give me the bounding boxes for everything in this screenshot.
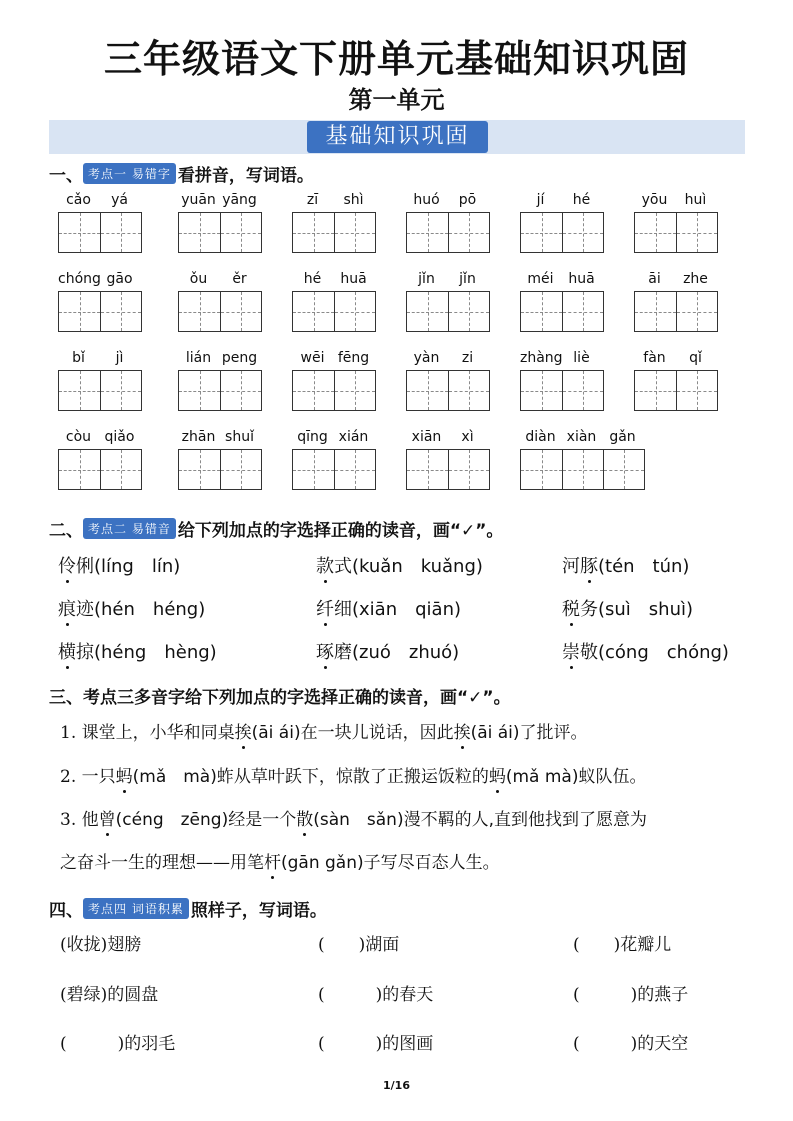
pinyin-word-block: [58, 271, 142, 332]
writing-cell[interactable]: [59, 213, 100, 252]
fill-blank-word[interactable]: ( )的羽毛: [60, 1034, 176, 1054]
pinyin-word-block: [292, 429, 376, 490]
choice-options[interactable]: (xiān qiān): [352, 599, 462, 620]
writing-cell[interactable]: [448, 213, 489, 252]
pinyin-word-block: [178, 429, 262, 490]
pinyin-label: méi: [527, 271, 554, 287]
writing-cell[interactable]: [334, 371, 375, 410]
writing-cell[interactable]: [407, 371, 448, 410]
choice-options[interactable]: (kuǎn kuǎng): [352, 556, 483, 577]
tianzige-grid: [520, 370, 604, 411]
choice-options[interactable]: (hén héng): [94, 599, 206, 620]
pinyin-word-block: [634, 271, 718, 332]
tianzige-grid: [58, 291, 142, 332]
tianzige-grid: [178, 449, 262, 490]
writing-cell[interactable]: [448, 450, 489, 489]
dotted-char: 伶: [58, 556, 76, 577]
section1-number: 一、: [49, 166, 83, 186]
writing-cell[interactable]: [220, 292, 261, 331]
writing-cell[interactable]: [100, 213, 141, 252]
pinyin-word-block: [520, 271, 604, 332]
writing-cell[interactable]: [293, 292, 334, 331]
writing-cell[interactable]: [293, 371, 334, 410]
reading-choice: [58, 595, 205, 621]
sentence-options[interactable]: (mǎ mà)蚱从草叶跃下，惊散了正搬运饭粒的: [132, 767, 489, 787]
pinyin-label: jǐn: [418, 271, 435, 287]
pinyin-label: yàn: [413, 350, 440, 366]
banner-label: 基础知识巩固: [307, 121, 488, 153]
choice-word: 俐: [76, 556, 94, 577]
sentence-text: 之奋斗一生的理想——用笔: [60, 853, 264, 873]
pinyin-label: huā: [340, 271, 367, 287]
choice-options[interactable]: (tén tún): [598, 556, 690, 577]
writing-cell[interactable]: [334, 450, 375, 489]
pinyin-label: xiàn: [566, 429, 597, 445]
writing-cell[interactable]: [562, 213, 603, 252]
writing-cell[interactable]: [407, 213, 448, 252]
writing-cell[interactable]: [179, 450, 220, 489]
pinyin-label: yōu: [641, 192, 668, 208]
writing-cell[interactable]: [521, 371, 562, 410]
writing-cell[interactable]: [220, 450, 261, 489]
writing-cell[interactable]: [635, 213, 676, 252]
pinyin-word-block: [178, 192, 262, 253]
choice-options[interactable]: (cóng chóng): [598, 642, 729, 663]
tianzige-grid: [406, 449, 490, 490]
dotted-char: 豚: [580, 556, 598, 577]
pinyin-label: bǐ: [72, 350, 85, 366]
sentence-1: [60, 718, 588, 743]
pinyin-label: chóng: [58, 271, 101, 287]
writing-cell[interactable]: [635, 371, 676, 410]
sentence-3: [60, 805, 647, 830]
tianzige-grid: [58, 370, 142, 411]
tianzige-grid: [406, 291, 490, 332]
sentence-options[interactable]: (mǎ mà)蚁队伍。: [505, 767, 647, 787]
tianzige-grid: [634, 291, 718, 332]
tianzige-grid: [406, 212, 490, 253]
writing-cell[interactable]: [603, 450, 644, 489]
pinyin-word-block: [406, 429, 490, 490]
writing-cell[interactable]: [407, 292, 448, 331]
pinyin-label: ěr: [232, 271, 247, 287]
writing-cell[interactable]: [562, 371, 603, 410]
pinyin-label: zī: [306, 192, 319, 208]
tianzige-grid: [58, 449, 142, 490]
writing-cell[interactable]: [407, 450, 448, 489]
dotted-char: 税: [562, 599, 580, 620]
section1-heading: [49, 161, 314, 186]
pinyin-label: huā: [568, 271, 595, 287]
pinyin-label: gāo: [106, 271, 133, 287]
tianzige-grid: [520, 212, 604, 253]
tianzige-grid: [634, 370, 718, 411]
choice-word: 磨: [334, 642, 352, 663]
pinyin-word-block: [292, 192, 376, 253]
writing-cell[interactable]: [100, 450, 141, 489]
pinyin-label: jí: [536, 192, 545, 208]
pinyin-label: huì: [684, 192, 707, 208]
pinyin-label: shì: [343, 192, 364, 208]
section4-number: 四、: [49, 901, 83, 921]
tianzige-grid: [520, 449, 645, 490]
fill-blank-word[interactable]: ( )的天空: [573, 1034, 689, 1054]
sentence-options[interactable]: (āi ái)了批评。: [470, 723, 588, 743]
dotted-char: 曾: [98, 810, 116, 830]
sentence-text: 2. 一只: [60, 767, 116, 787]
reading-choice: [316, 638, 459, 664]
dotted-char: 痕: [58, 599, 76, 620]
tianzige-grid: [634, 212, 718, 253]
pinyin-label: cǎo: [66, 192, 91, 208]
pinyin-word-block: [406, 192, 490, 253]
section2-heading: [49, 516, 503, 541]
reading-choice: [562, 595, 693, 621]
sentence-options[interactable]: (céng zēng)经是一个: [115, 810, 297, 830]
pinyin-label: xiān: [411, 429, 442, 445]
pinyin-label: shuǐ: [225, 429, 254, 445]
pinyin-label: zi: [461, 350, 474, 366]
writing-cell[interactable]: [676, 371, 717, 410]
choice-word: 河: [562, 556, 580, 577]
writing-cell[interactable]: [179, 213, 220, 252]
tianzige-grid: [178, 291, 262, 332]
pinyin-word-block: [634, 192, 718, 253]
choice-word: 迹: [76, 599, 94, 620]
pinyin-label: xì: [461, 429, 474, 445]
section2-tag: 考点二 易错音: [83, 518, 176, 539]
dotted-char: 杆: [264, 853, 281, 873]
pinyin-word-block: [178, 271, 262, 332]
sentence-text: 1. 课堂上，小华和同桌: [60, 723, 235, 743]
pinyin-word-block: [520, 429, 645, 490]
dotted-char: 琢: [316, 642, 334, 663]
tianzige-grid: [178, 370, 262, 411]
section4-tag: 考点四 词语积累: [83, 898, 189, 919]
writing-cell[interactable]: [220, 371, 261, 410]
writing-cell[interactable]: [521, 213, 562, 252]
choice-word: 务: [580, 599, 598, 620]
page-title: 三年级语文下册单元基础知识巩固: [103, 37, 689, 81]
pinyin-word-block: [58, 192, 142, 253]
pinyin-word-block: [634, 350, 718, 411]
pinyin-label: qiǎo: [104, 429, 135, 445]
pinyin-label: lián: [185, 350, 212, 366]
tianzige-grid: [292, 212, 376, 253]
writing-cell[interactable]: [676, 213, 717, 252]
pinyin-label: qīng: [297, 429, 328, 445]
writing-cell[interactable]: [448, 292, 489, 331]
dotted-char: 挨: [453, 723, 471, 743]
tianzige-grid: [406, 370, 490, 411]
sentence-options[interactable]: (āi ái)在一块儿说话，因此: [251, 723, 454, 743]
example-word: (收拢)翅膀: [60, 935, 142, 955]
tianzige-grid: [58, 212, 142, 253]
dotted-char: 蚂: [115, 767, 133, 787]
sentence-2: [60, 762, 646, 787]
pinyin-label: diàn: [525, 429, 556, 445]
pinyin-label: pō: [458, 192, 477, 208]
pinyin-label: qǐ: [689, 350, 702, 366]
dotted-char: 横: [58, 642, 76, 663]
pinyin-label: ǒu: [189, 271, 208, 287]
dotted-char: 崇: [562, 642, 580, 663]
pinyin-label: jì: [115, 350, 124, 366]
pinyin-word-block: [292, 271, 376, 332]
writing-cell[interactable]: [59, 450, 100, 489]
writing-cell[interactable]: [293, 213, 334, 252]
pinyin-label: zhàng: [520, 350, 563, 366]
fill-blank-word[interactable]: ( )的春天: [318, 985, 434, 1005]
writing-cell[interactable]: [635, 292, 676, 331]
pinyin-label: hé: [572, 192, 591, 208]
sentence-options[interactable]: (gān gǎn)子写尽百态人生。: [281, 853, 500, 873]
section1-tag: 考点一 易错字: [83, 163, 176, 184]
pinyin-word-block: [292, 350, 376, 411]
section4-instruction: 照样子，写词语。: [190, 901, 327, 921]
section2-instruction: 给下列加点的字选择正确的读音，画“✓”。: [177, 521, 504, 541]
writing-cell[interactable]: [59, 292, 100, 331]
tianzige-grid: [292, 370, 376, 411]
pinyin-label: wēi: [300, 350, 325, 366]
choice-options[interactable]: (zuó zhuó): [352, 642, 460, 663]
section1-instruction: 看拼音，写词语。: [177, 166, 314, 186]
reading-choice: [562, 552, 689, 578]
dotted-char: 纤: [316, 599, 334, 620]
reading-choice: [58, 638, 217, 664]
choice-options[interactable]: (líng lín): [94, 556, 181, 577]
choice-options[interactable]: (héng hèng): [94, 642, 217, 663]
writing-cell[interactable]: [676, 292, 717, 331]
pinyin-label: yá: [111, 192, 128, 208]
fill-blank-word[interactable]: ( )的燕子: [573, 985, 689, 1005]
writing-cell[interactable]: [100, 371, 141, 410]
tianzige-grid: [178, 212, 262, 253]
pinyin-label: jǐn: [459, 271, 476, 287]
pinyin-word-block: [178, 350, 262, 411]
pinyin-label: peng: [221, 350, 258, 366]
dotted-char: 蚂: [488, 767, 506, 787]
pinyin-word-block: [520, 192, 604, 253]
pinyin-word-block: [406, 350, 490, 411]
pinyin-word-block: [520, 350, 604, 411]
sentence-options[interactable]: (sàn sǎn)漫不羁的人,直到他找到了愿意为: [313, 810, 647, 830]
sentence-text: 3. 他: [60, 810, 99, 830]
pinyin-label: zhe: [683, 271, 708, 287]
reading-choice: [316, 595, 461, 621]
tianzige-grid: [292, 291, 376, 332]
pinyin-label: yuān: [181, 192, 216, 208]
writing-cell[interactable]: [59, 371, 100, 410]
writing-cell[interactable]: [220, 213, 261, 252]
pinyin-word-block: [406, 271, 490, 332]
choice-word: 掠: [76, 642, 94, 663]
pinyin-label: gǎn: [609, 429, 636, 445]
pinyin-label: zhān: [181, 429, 216, 445]
fill-blank-word[interactable]: ( )的图画: [318, 1034, 434, 1054]
unit-subtitle: 第一单元: [348, 86, 445, 114]
tianzige-grid: [520, 291, 604, 332]
writing-cell[interactable]: [179, 292, 220, 331]
writing-cell[interactable]: [521, 450, 562, 489]
reading-choice: [58, 552, 180, 578]
pinyin-label: fēng: [337, 350, 370, 366]
section2-number: 二、: [49, 521, 83, 541]
pinyin-label: fàn: [643, 350, 666, 366]
choice-word: 细: [334, 599, 352, 620]
writing-cell[interactable]: [562, 450, 603, 489]
writing-cell[interactable]: [293, 450, 334, 489]
pinyin-label: āi: [648, 271, 661, 287]
writing-cell[interactable]: [179, 371, 220, 410]
choice-word: 式: [334, 556, 352, 577]
choice-word: 敬: [580, 642, 598, 663]
writing-cell[interactable]: [334, 292, 375, 331]
tianzige-grid: [292, 449, 376, 490]
writing-cell[interactable]: [521, 292, 562, 331]
section4-heading: [49, 896, 327, 921]
fill-blank-word[interactable]: ( )湖面: [318, 935, 400, 955]
pinyin-word-block: [58, 429, 142, 490]
writing-cell[interactable]: [562, 292, 603, 331]
dotted-char: 挨: [234, 723, 252, 743]
choice-options[interactable]: (suì shuì): [598, 599, 694, 620]
pinyin-label: còu: [65, 429, 92, 445]
pinyin-label: liè: [573, 350, 590, 366]
pinyin-label: huó: [413, 192, 440, 208]
writing-cell[interactable]: [334, 213, 375, 252]
dotted-char: 散: [296, 810, 314, 830]
section3-heading: 三、考点三多音字给下列加点的字选择正确的读音，画“✓”。: [49, 688, 511, 708]
pinyin-label: xián: [338, 429, 369, 445]
sentence-3-continued: [60, 848, 500, 873]
writing-cell[interactable]: [100, 292, 141, 331]
reading-choice: [316, 552, 483, 578]
reading-choice: [562, 638, 729, 664]
dotted-char: 款: [316, 556, 334, 577]
fill-blank-word[interactable]: ( )花瓣儿: [573, 935, 672, 955]
pinyin-label: hé: [303, 271, 322, 287]
pinyin-word-block: [58, 350, 142, 411]
pinyin-label: yāng: [222, 192, 257, 208]
example-word: (碧绿)的圆盘: [60, 985, 159, 1005]
page-number: 1/16: [383, 1079, 410, 1092]
writing-cell[interactable]: [448, 371, 489, 410]
